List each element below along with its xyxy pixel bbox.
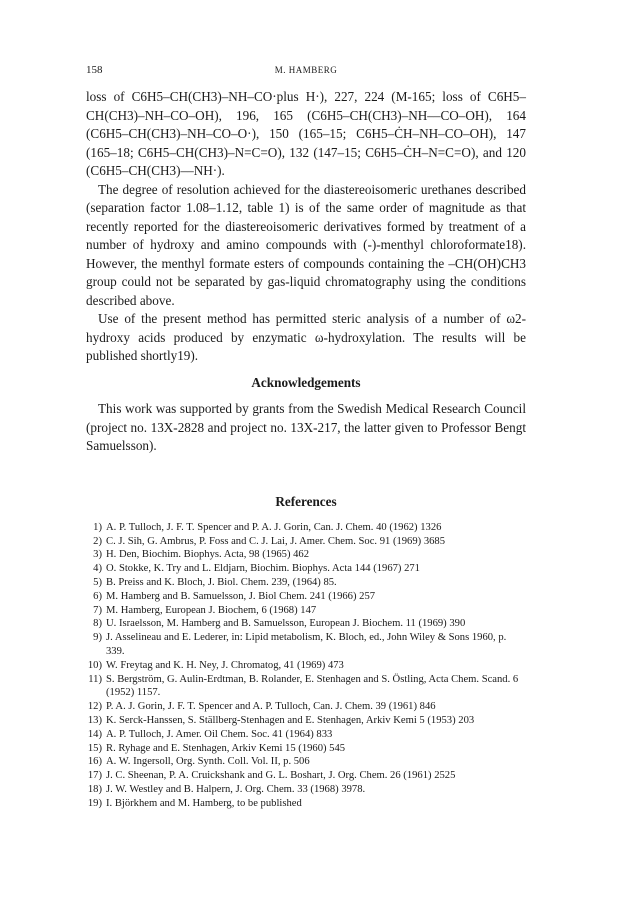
reference-item bbox=[86, 521, 526, 535]
reference-number: 9) bbox=[93, 632, 102, 644]
reference-number: 3) bbox=[93, 549, 102, 561]
reference-number: 5) bbox=[93, 576, 102, 588]
page-header bbox=[86, 64, 526, 80]
reference-item bbox=[86, 535, 526, 549]
reference-text: U. Israelsson, M. Hamberg and B. Samuelsson, European J. Biochem. 11 (1969) 390 bbox=[106, 618, 466, 630]
reference-number: 8) bbox=[93, 618, 102, 630]
paragraph-mass-spec: loss of C6H5–CH(CH3)–NH–CO·plus H·), 227, 224 (M-165; loss of C6H5–CH(CH3)–NH–CO–OH), 196, 165 (C6H5–CH(CH3)–NH––CO–OH), 164 (C6H5–CH(CH3)–NH–CO–O·), 150 (165–15; C6H5–ĊH–NH–CO–OH), 147 (165–18; C6H5–CH(CH3)–N=C=O), 132 (147–15; C6H5–ĊH–N=C=O), and 120 (C6H5–CH(CH3)––NH·). bbox=[86, 89, 526, 178]
reference-item bbox=[86, 617, 526, 631]
reference-number: 17) bbox=[87, 770, 102, 782]
references-section bbox=[86, 495, 526, 811]
references-heading: References bbox=[275, 494, 337, 509]
reference-number: 1) bbox=[93, 521, 102, 533]
reference-text: M. Hamberg and B. Samuelsson, J. Biol Chem. 241 (1966) 257 bbox=[106, 590, 376, 602]
reference-text: W. Freytag and K. H. Ney, J. Chromatog, 41 (1969) 473 bbox=[106, 659, 344, 671]
reference-item bbox=[86, 590, 526, 604]
references-list bbox=[86, 521, 526, 811]
reference-text: M. Hamberg, European J. Biochem, 6 (1968) 147 bbox=[106, 604, 317, 616]
reference-item bbox=[86, 742, 526, 756]
reference-number: 10) bbox=[87, 659, 102, 671]
reference-item bbox=[86, 673, 526, 701]
page-number: 158 bbox=[86, 64, 103, 76]
reference-number: 13) bbox=[87, 714, 102, 726]
reference-text: P. A. J. Gorin, J. F. T. Spencer and A. P. Tulloch, Can. J. Chem. 39 (1961) 846 bbox=[106, 701, 436, 713]
reference-number: 11) bbox=[88, 673, 102, 685]
reference-number: 7) bbox=[93, 604, 102, 616]
reference-item bbox=[86, 576, 526, 590]
reference-item bbox=[86, 631, 526, 659]
reference-item bbox=[86, 755, 526, 769]
reference-item bbox=[86, 714, 526, 728]
acknowledgements-heading: Acknowledgements bbox=[251, 374, 361, 390]
reference-number: 16) bbox=[87, 756, 102, 768]
reference-item bbox=[86, 783, 526, 797]
reference-text: A. P. Tulloch, J. Amer. Oil Chem. Soc. 41 (1964) 833 bbox=[106, 728, 333, 740]
paragraph-resolution: The degree of resolution achieved for the diastereoisomeric urethanes described (separation factor 1.08–1.12, table 1) is of the same order of magnitude as that recently reported for the diastereoisomeric derivatives formed by treatment of a number of hydroxy and amino compounds with (-)-menthyl chloroformate18). However, the menthyl formate esters of compounds containing the –CH(OH)CH3 group could not be separated by gas-liquid chromatography using the conditions described above. bbox=[86, 181, 526, 308]
reference-number: 2) bbox=[93, 535, 102, 547]
body-text bbox=[86, 88, 526, 456]
reference-number: 18) bbox=[87, 783, 102, 795]
reference-item bbox=[86, 604, 526, 618]
reference-number: 14) bbox=[87, 728, 102, 740]
acknowledgements-text: This work was supported by grants from the Swedish Medical Research Council (project no. 13X-2828 and project no. 13X-217, the latter given to Professor Bengt Samuelsson). bbox=[86, 401, 526, 453]
reference-text: I. Björkhem and M. Hamberg, to be published bbox=[106, 797, 302, 809]
reference-text: J. W. Westley and B. Halpern, J. Org. Chem. 33 (1968) 3978. bbox=[106, 783, 366, 795]
reference-item bbox=[86, 548, 526, 562]
reference-text: A. W. Ingersoll, Org. Synth. Coll. Vol. II, p. 506 bbox=[106, 756, 310, 768]
reference-item bbox=[86, 562, 526, 576]
paragraph-steric-analysis: Use of the present method has permitted steric analysis of a number of ω2-hydroxy acids produced by enzymatic ω-hydroxylation. The results will be published shortly19). bbox=[86, 311, 526, 363]
reference-item bbox=[86, 797, 526, 811]
reference-text: R. Ryhage and E. Stenhagen, Arkiv Kemi 15 (1960) 545 bbox=[106, 742, 346, 754]
reference-text: J. C. Sheenan, P. A. Cruickshank and G. L. Boshart, J. Org. Chem. 26 (1961) 2525 bbox=[106, 770, 456, 782]
reference-item bbox=[86, 728, 526, 742]
reference-item bbox=[86, 700, 526, 714]
reference-number: 4) bbox=[93, 563, 102, 575]
reference-number: 19) bbox=[87, 797, 102, 809]
reference-text: H. Den, Biochim. Biophys. Acta, 98 (1965) 462 bbox=[106, 549, 310, 561]
reference-number: 12) bbox=[87, 701, 102, 713]
reference-text: C. J. Sih, G. Ambrus, P. Foss and C. J. Lai, J. Amer. Chem. Soc. 91 (1969) 3685 bbox=[106, 535, 446, 547]
running-head: M. HAMBERG bbox=[274, 65, 338, 75]
reference-text: A. P. Tulloch, J. F. T. Spencer and P. A. J. Gorin, Can. J. Chem. 40 (1962) 1326 bbox=[106, 521, 442, 533]
reference-number: 6) bbox=[93, 590, 102, 602]
reference-text: S. Bergström, G. Aulin-Erdtman, B. Rolander, E. Stenhagen and S. Östling, Acta Chem. Scand. 6 (1952) 1157. bbox=[106, 673, 519, 699]
reference-text: O. Stokke, K. Try and L. Eldjarn, Biochim. Biophys. Acta 144 (1967) 271 bbox=[106, 563, 420, 575]
reference-text: J. Asselineau and E. Lederer, in: Lipid metabolism, K. Bloch, ed., John Wiley & Sons 1960, p. 339. bbox=[106, 632, 507, 657]
reference-number: 15) bbox=[87, 742, 102, 754]
reference-text: B. Preiss and K. Bloch, J. Biol. Chem. 239, (1964) 85. bbox=[106, 576, 337, 588]
reference-text: K. Serck-Hanssen, S. Ställberg-Stenhagen and E. Stenhagen, Arkiv Kemi 5 (1953) 203 bbox=[106, 714, 475, 726]
reference-item bbox=[86, 659, 526, 673]
reference-item bbox=[86, 769, 526, 783]
